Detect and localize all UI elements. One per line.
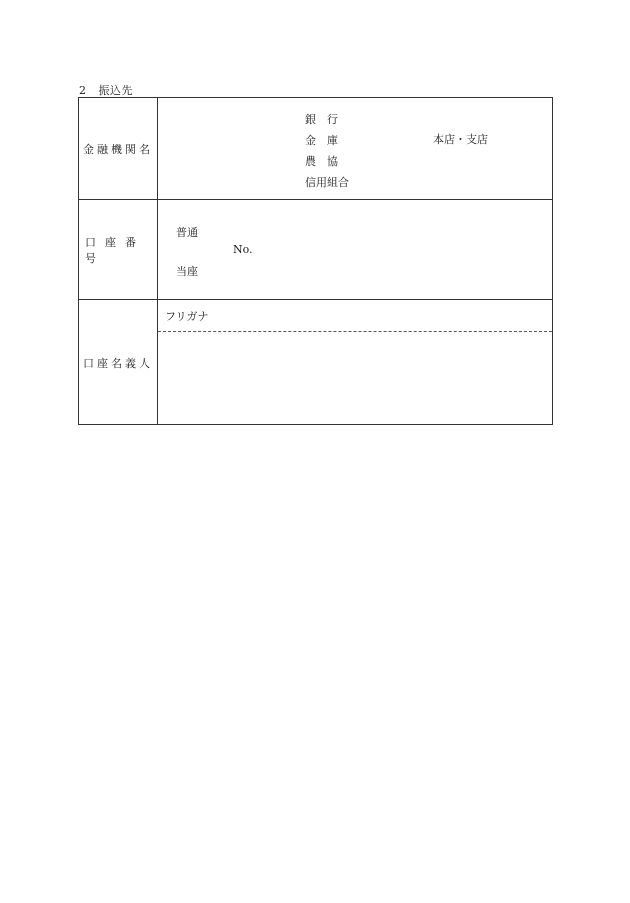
account-number-row — [79, 199, 552, 299]
furigana-field[interactable] — [158, 300, 552, 332]
bank-value-cell[interactable] — [158, 98, 552, 199]
section-heading — [79, 82, 133, 98]
institution-type-shinkin[interactable]: 金 庫 — [305, 134, 338, 147]
institution-type-list — [305, 109, 349, 193]
account-number-prefix: No. — [233, 243, 253, 256]
account-type-current[interactable]: 当座 — [176, 265, 198, 278]
bank-row — [79, 98, 552, 199]
branch-type[interactable]: 本店・支店 — [433, 133, 488, 146]
account-holder-row — [79, 299, 552, 425]
transfer-destination-table — [78, 97, 553, 425]
section-number: 2 — [79, 84, 87, 97]
institution-type-nokyo[interactable]: 農 協 — [305, 155, 338, 168]
section-title: 振込先 — [98, 84, 133, 97]
bank-label: 金融機関名 — [79, 98, 158, 199]
furigana-label: フリガナ — [165, 310, 209, 323]
account-holder-label: 口座名義人 — [79, 300, 158, 425]
account-type-ordinary[interactable]: 普通 — [176, 226, 198, 239]
account-number-value-cell[interactable] — [158, 200, 552, 299]
account-holder-name-field[interactable] — [158, 332, 552, 425]
account-holder-value-cell — [158, 300, 552, 425]
institution-type-credit-union[interactable]: 信用組合 — [305, 176, 349, 189]
account-number-label: 口座番号 — [79, 200, 158, 299]
institution-type-bank[interactable]: 銀 行 — [305, 113, 338, 126]
